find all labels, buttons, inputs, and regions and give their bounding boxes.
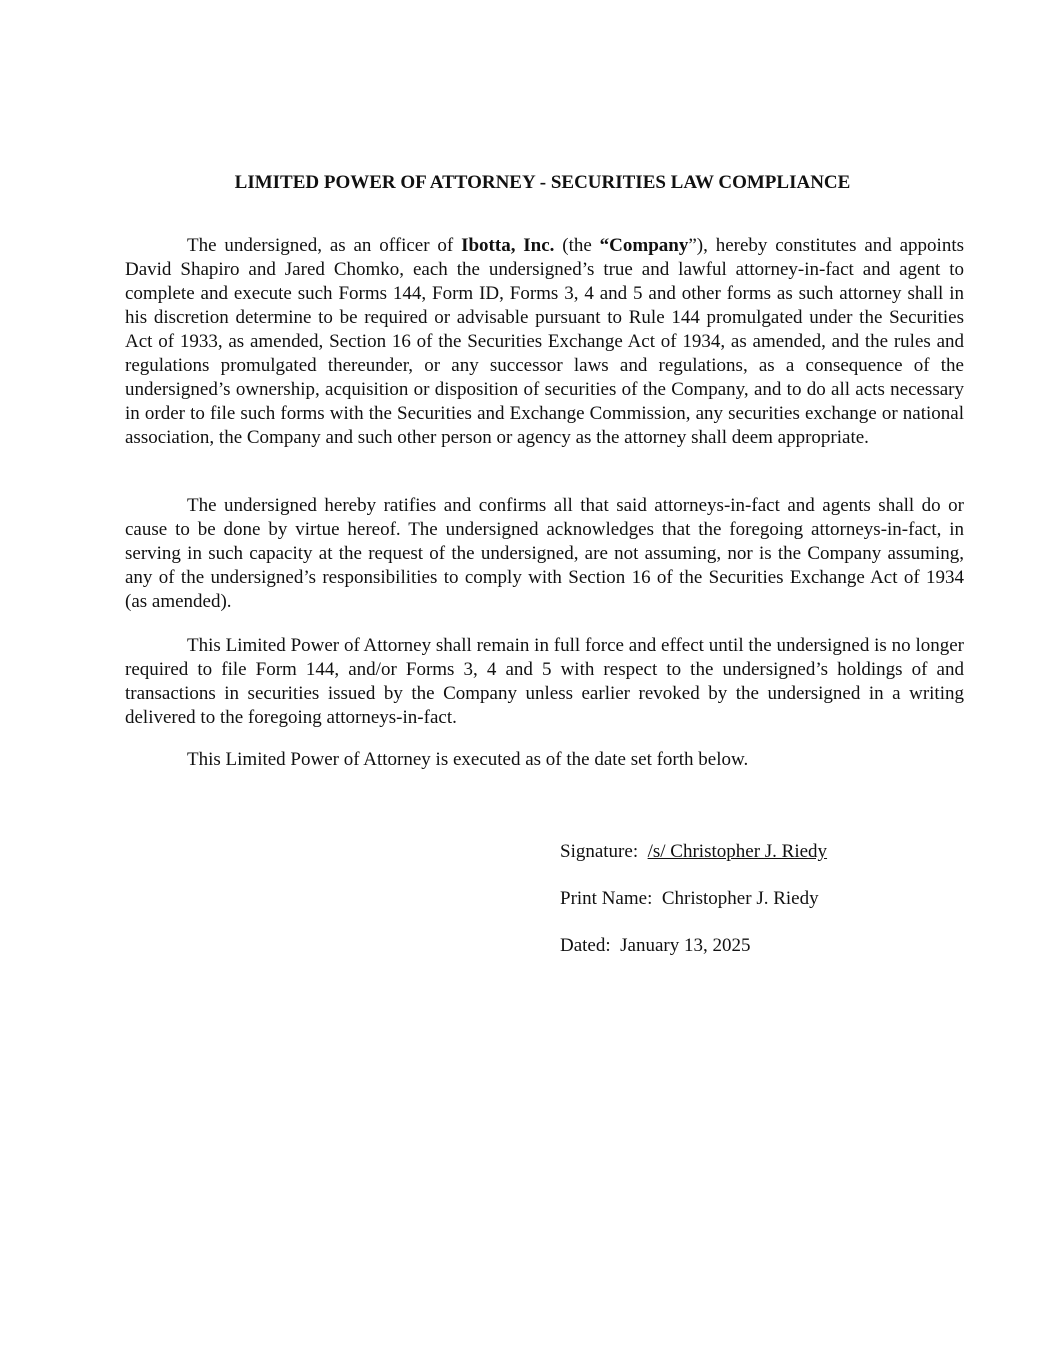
signature-line: [560, 840, 980, 864]
print-name-label: Print Name:: [560, 888, 653, 909]
dated-line: [560, 934, 980, 958]
paragraph-ratification-text: The undersigned hereby ratifies and confirms all that said attorneys-in-fact and agents shall do or cause to be done by virtue hereof. The undersigned acknowledges that the foregoing attorneys-in-fact, in serving in such capacity at the request of the undersigned, are not assuming, nor is the Company assuming, any of the undersigned’s responsibilities to comply with Section 16 of the Securities Exchange Act of 1934 (as amended).: [125, 495, 964, 612]
paragraph-ratification: [125, 494, 964, 614]
print-name-line: [560, 887, 980, 911]
paragraph-execution-text: This Limited Power of Attorney is executed as of the date set forth below.: [187, 749, 749, 770]
print-name-value: Christopher J. Riedy: [661, 888, 819, 909]
paragraph-duration-text: This Limited Power of Attorney shall remain in full force and effect until the undersigned is no longer required to file Form 144, and/or Forms 3, 4 and 5 with respect to the undersigned’s holdings of and transactions in securities issued by the Company unless earlier revoked by the undersigned in a writing delivered to the foregoing attorneys-in-fact.: [125, 635, 964, 728]
paragraph-duration: [125, 634, 964, 730]
paragraph-appointment-lead: The undersigned, as an officer of: [187, 235, 462, 256]
dated-value: January 13, 2025: [620, 935, 751, 956]
paragraph-appointment-middle1: (the: [554, 235, 600, 256]
signature-value: /s/ Christopher J. Riedy: [647, 841, 828, 862]
paragraph-appointment: [125, 234, 964, 450]
paragraph-execution: [125, 748, 964, 772]
paragraph-appointment-body: ”), hereby constitutes and appoints David Shapiro and Jared Chomko, each the undersigned’s true and lawful attorney-in-fact and agent to complete and execute such Forms 144, Form ID, Forms 3, 4 and 5 and other forms as such attorney shall in his discretion determine to be required or advisable pursuant to Rule 144 promulgated under the Securities Act of 1933, as amended, Section 16 of the Securities Exchange Act of 1934, as amended, and the rules and regulations promulgated thereunder, or any successor laws and regulations, as a consequence of the undersigned’s ownership, acquisition or disposition of securities of the Company, and to do all acts necessary in order to file such forms with the Securities and Exchange Commission, any securities exchange or national association, the Company and such other person or agency as the attorney shall deem appropriate.: [125, 235, 965, 448]
dated-label: Dated:: [560, 935, 611, 956]
signature-label: Signature:: [560, 841, 639, 862]
document-title: LIMITED POWER OF ATTORNEY - SECURITIES LAW COMPLIANCE: [234, 172, 851, 193]
company-defined-term: “Company: [599, 235, 689, 256]
signature-block: [560, 840, 980, 958]
company-name: Ibotta, Inc.: [461, 235, 555, 256]
